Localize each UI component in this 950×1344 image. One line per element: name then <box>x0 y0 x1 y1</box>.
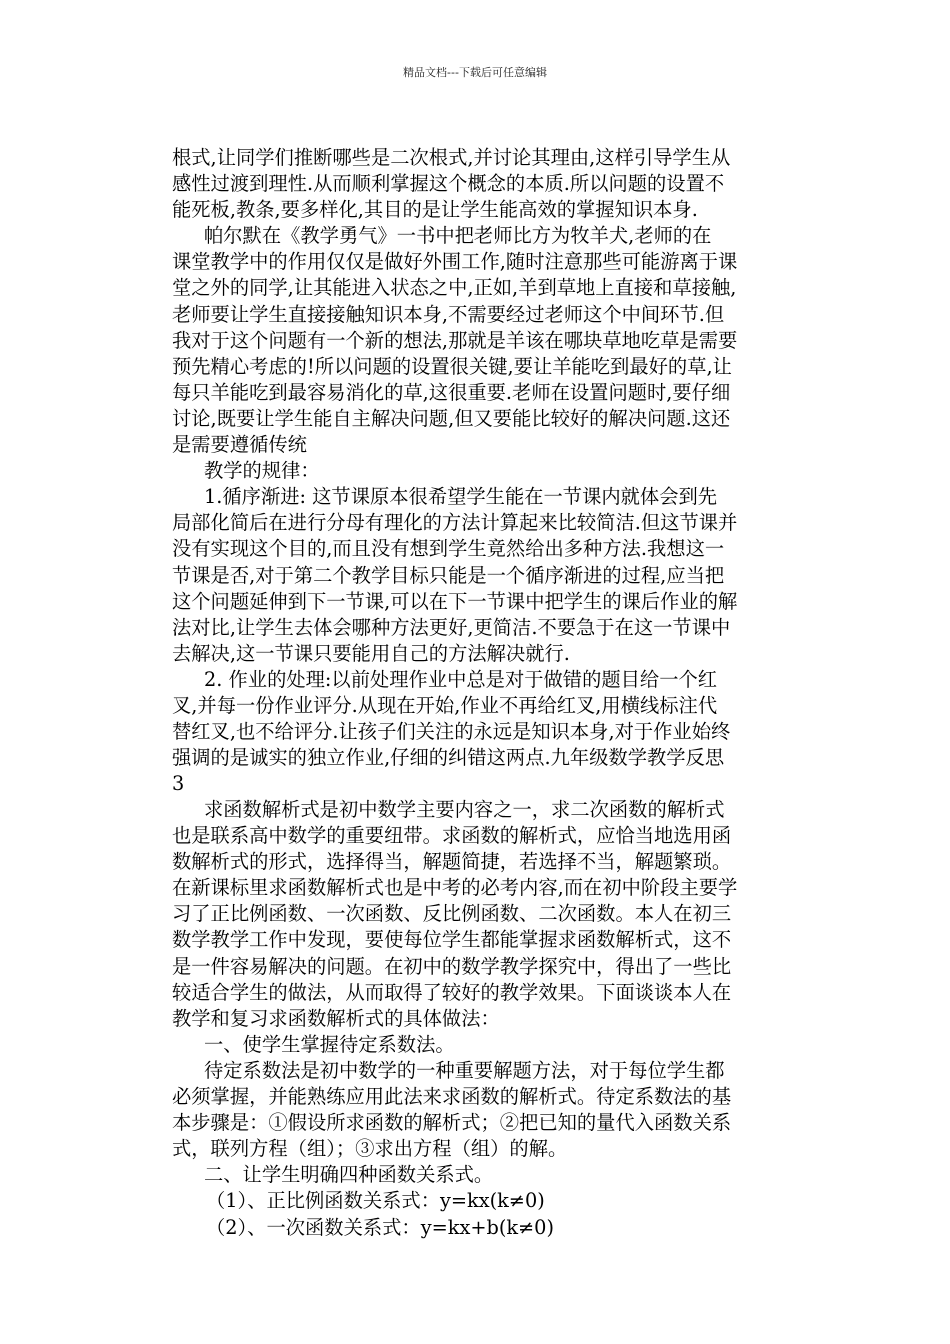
text-line: 数解析式的形式，选择得当，解题简捷，若选择不当，解题繁琐。 <box>172 850 732 874</box>
text-line: 预先精心考虑的!所以问题的设置很关键,要让羊能吃到最好的草,让 <box>172 354 732 378</box>
paragraph-start: 教学的规律： <box>204 459 320 483</box>
text-line: 叉,并每一份作业评分.从现在开始,作业不再给红叉,用横线标注代 <box>172 693 718 717</box>
text-line: 讨论,既要让学生能自主解决问题,但又要能比较好的解决问题.这还 <box>172 406 731 430</box>
text-line: 习了正比例函数、一次函数、反比例函数、二次函数。本人在初三 <box>172 902 732 926</box>
section-heading: 一、使学生掌握待定系数法。 <box>204 1032 455 1056</box>
text-line: 没有实现这个目的,而且没有想到学生竟然给出多种方法.我想这一 <box>172 537 725 561</box>
document-body-part2 <box>172 797 808 1241</box>
page-header: 精品文档---下载后可任意编辑 <box>403 66 547 79</box>
paragraph-start: 待定系数法是初中数学的一种重要解题方法，对于每位学生都 <box>204 1058 725 1082</box>
paragraph-start: 求函数解析式是初中数学主要内容之一，求二次函数的解析式 <box>204 798 725 821</box>
text-line: 我对于这个问题有一个新的想法,那就是羊该在哪块草地吃草是需要 <box>172 328 738 352</box>
text-line: 能死板,教条,要多样化,其目的是让学生能高效的掌握知识本身. <box>172 198 698 222</box>
text-line: 强调的是诚实的独立作业,仔细的纠错这两点.九年级数学教学反思 <box>172 746 725 770</box>
paragraph-start: 帕尔默在《教学勇气》一书中把老师比方为牧羊犬,老师的在 <box>204 224 712 248</box>
text-line: 是一件容易解决的问题。在初中的数学教学探究中，得出了一些比 <box>172 954 732 978</box>
paragraph-start: 2. 作业的处理:以前处理作业中总是对于做错的题目给一个红 <box>204 667 718 691</box>
text-line: 堂之外的同学,让其能进入状态之中,正如,羊到草地上直接和草接触, <box>172 276 737 300</box>
text-line: 也是联系高中数学的重要纽带。求函数的解析式，应恰当地选用函 <box>172 824 732 848</box>
text-line: 本步骤是：①假设所求函数的解析式；②把已知的量代入函数关系 <box>172 1111 732 1135</box>
text-line: 感性过渡到理性.从而顺利掌握这个概念的本质.所以问题的设置不 <box>172 172 725 196</box>
document-body-part1 <box>172 145 808 797</box>
text-line: 替红叉,也不给评分.让孩子们关注的永远是知识本身,对于作业始终 <box>172 720 731 744</box>
text-line: 这个问题延伸到下一节课,可以在下一节课中把学生的课后作业的解 <box>172 589 738 613</box>
text-line: 在新课标里求函数解析式也是中考的必考内容,而在初中阶段主要学 <box>172 876 738 900</box>
text-line: 局部化简后在进行分母有理化的方法计算起来比较简洁.但这节课并 <box>172 511 738 535</box>
text-line: 每只羊能吃到最容易消化的草,这很重要.老师在设置问题时,要仔细 <box>172 380 731 404</box>
text-line: 法对比,让学生去体会哪种方法更好,更简洁.不要急于在这一节课中 <box>172 615 731 639</box>
paragraph-start: 1.循序渐进: 这节课原本很希望学生能在一节课内就体会到先 <box>204 485 718 509</box>
text-line: 教学和复习求函数解析式的具体做法： <box>172 1006 500 1030</box>
list-item: （2）、一次函数关系式：y=kx+b(k≠0) <box>206 1215 554 1239</box>
text-line: 式，联列方程（组）；③求出方程（组）的解。 <box>172 1137 568 1161</box>
text-line: 较适合学生的做法，从而取得了较好的教学效果。下面谈谈本人在 <box>172 980 732 1004</box>
section-heading: 二、让学生明确四种函数关系式。 <box>204 1163 494 1187</box>
text-line: 老师要让学生直接接触知识本身,不需要经过老师这个中间环节.但 <box>172 302 725 326</box>
text-line: 节课是否,对于第二个教学目标只能是一个循序渐进的过程,应当把 <box>172 563 725 587</box>
text-line: 去解决,这一节课只要能用自己的方法解决就行. <box>172 641 570 665</box>
text-line: 3 <box>172 772 185 796</box>
text-line: 是需要遵循传统 <box>172 433 307 457</box>
list-item: （1）、正比例函数关系式：y=kx(k≠0) <box>206 1189 545 1213</box>
text-line: 必须掌握，并能熟练应用此法来求函数的解析式。待定系数法的基 <box>172 1085 732 1109</box>
text-line: 数学教学工作中发现，要使每位学生都能掌握求函数解析式，这不 <box>172 928 732 952</box>
text-line: 根式,让同学们推断哪些是二次根式,并讨论其理由,这样引导学生从 <box>172 146 731 169</box>
text-line: 课堂教学中的作用仅仅是做好外围工作,随时注意那些可能游离于课 <box>172 250 738 274</box>
